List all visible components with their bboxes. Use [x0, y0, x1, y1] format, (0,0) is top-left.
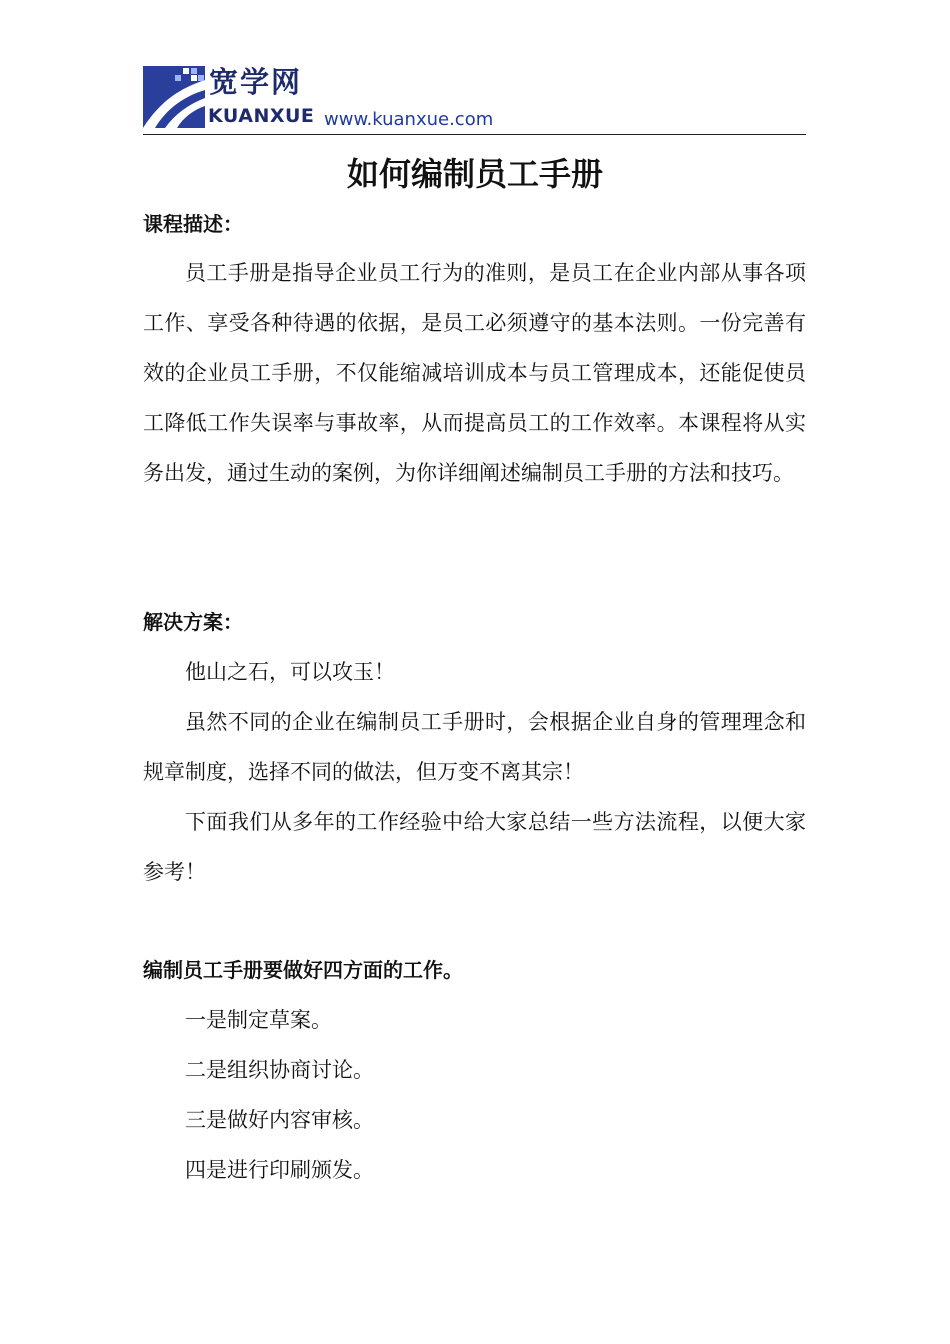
course-paragraph: 员工手册是指导企业员工行为的准则，是员工在企业内部从事各项工作、享受各种待遇的依据，是员工必须遵守的基本法则。一份完善有效的企业员工手册，不仅能缩减培训成本与员工管理成本，还能促使员工降低工作失误率与事故率，从而提高员工的工作效率。本课程将从实务出发，通过生动的案例，为你详细阐述编制员工手册的方法和技巧。: [143, 261, 806, 485]
website-url[interactable]: www.kuanxue.com: [324, 109, 494, 130]
header-divider: [143, 134, 806, 135]
course-heading: 课程描述：: [143, 212, 243, 236]
solution-paragraph-3: 下面我们从多年的工作经验中给大家总结一些方法流程，以便大家参考！: [143, 810, 806, 884]
page-header: [143, 64, 806, 136]
logo-chinese-name: 宽学网: [209, 65, 303, 99]
steps-heading: 编制员工手册要做好四方面的工作。: [143, 958, 463, 982]
step-item-3: 三是做好内容审核。: [185, 1108, 374, 1132]
step-item-4: 四是进行印刷颁发。: [185, 1158, 374, 1182]
solution-paragraph-2: 虽然不同的企业在编制员工手册时，会根据企业自身的管理理念和规章制度，选择不同的做法，但万变不离其宗！: [143, 710, 806, 784]
document-title: 如何编制员工手册: [346, 155, 603, 193]
kuanxue-logo-icon: [143, 66, 205, 128]
solution-heading: 解决方案：: [143, 610, 243, 634]
step-item-1: 一是制定草案。: [185, 1008, 332, 1032]
solution-paragraph-1: 他山之石，可以攻玉！: [185, 660, 395, 684]
step-item-2: 二是组织协商讨论。: [185, 1058, 374, 1082]
logo-english-name: KUANXUE: [208, 105, 315, 127]
